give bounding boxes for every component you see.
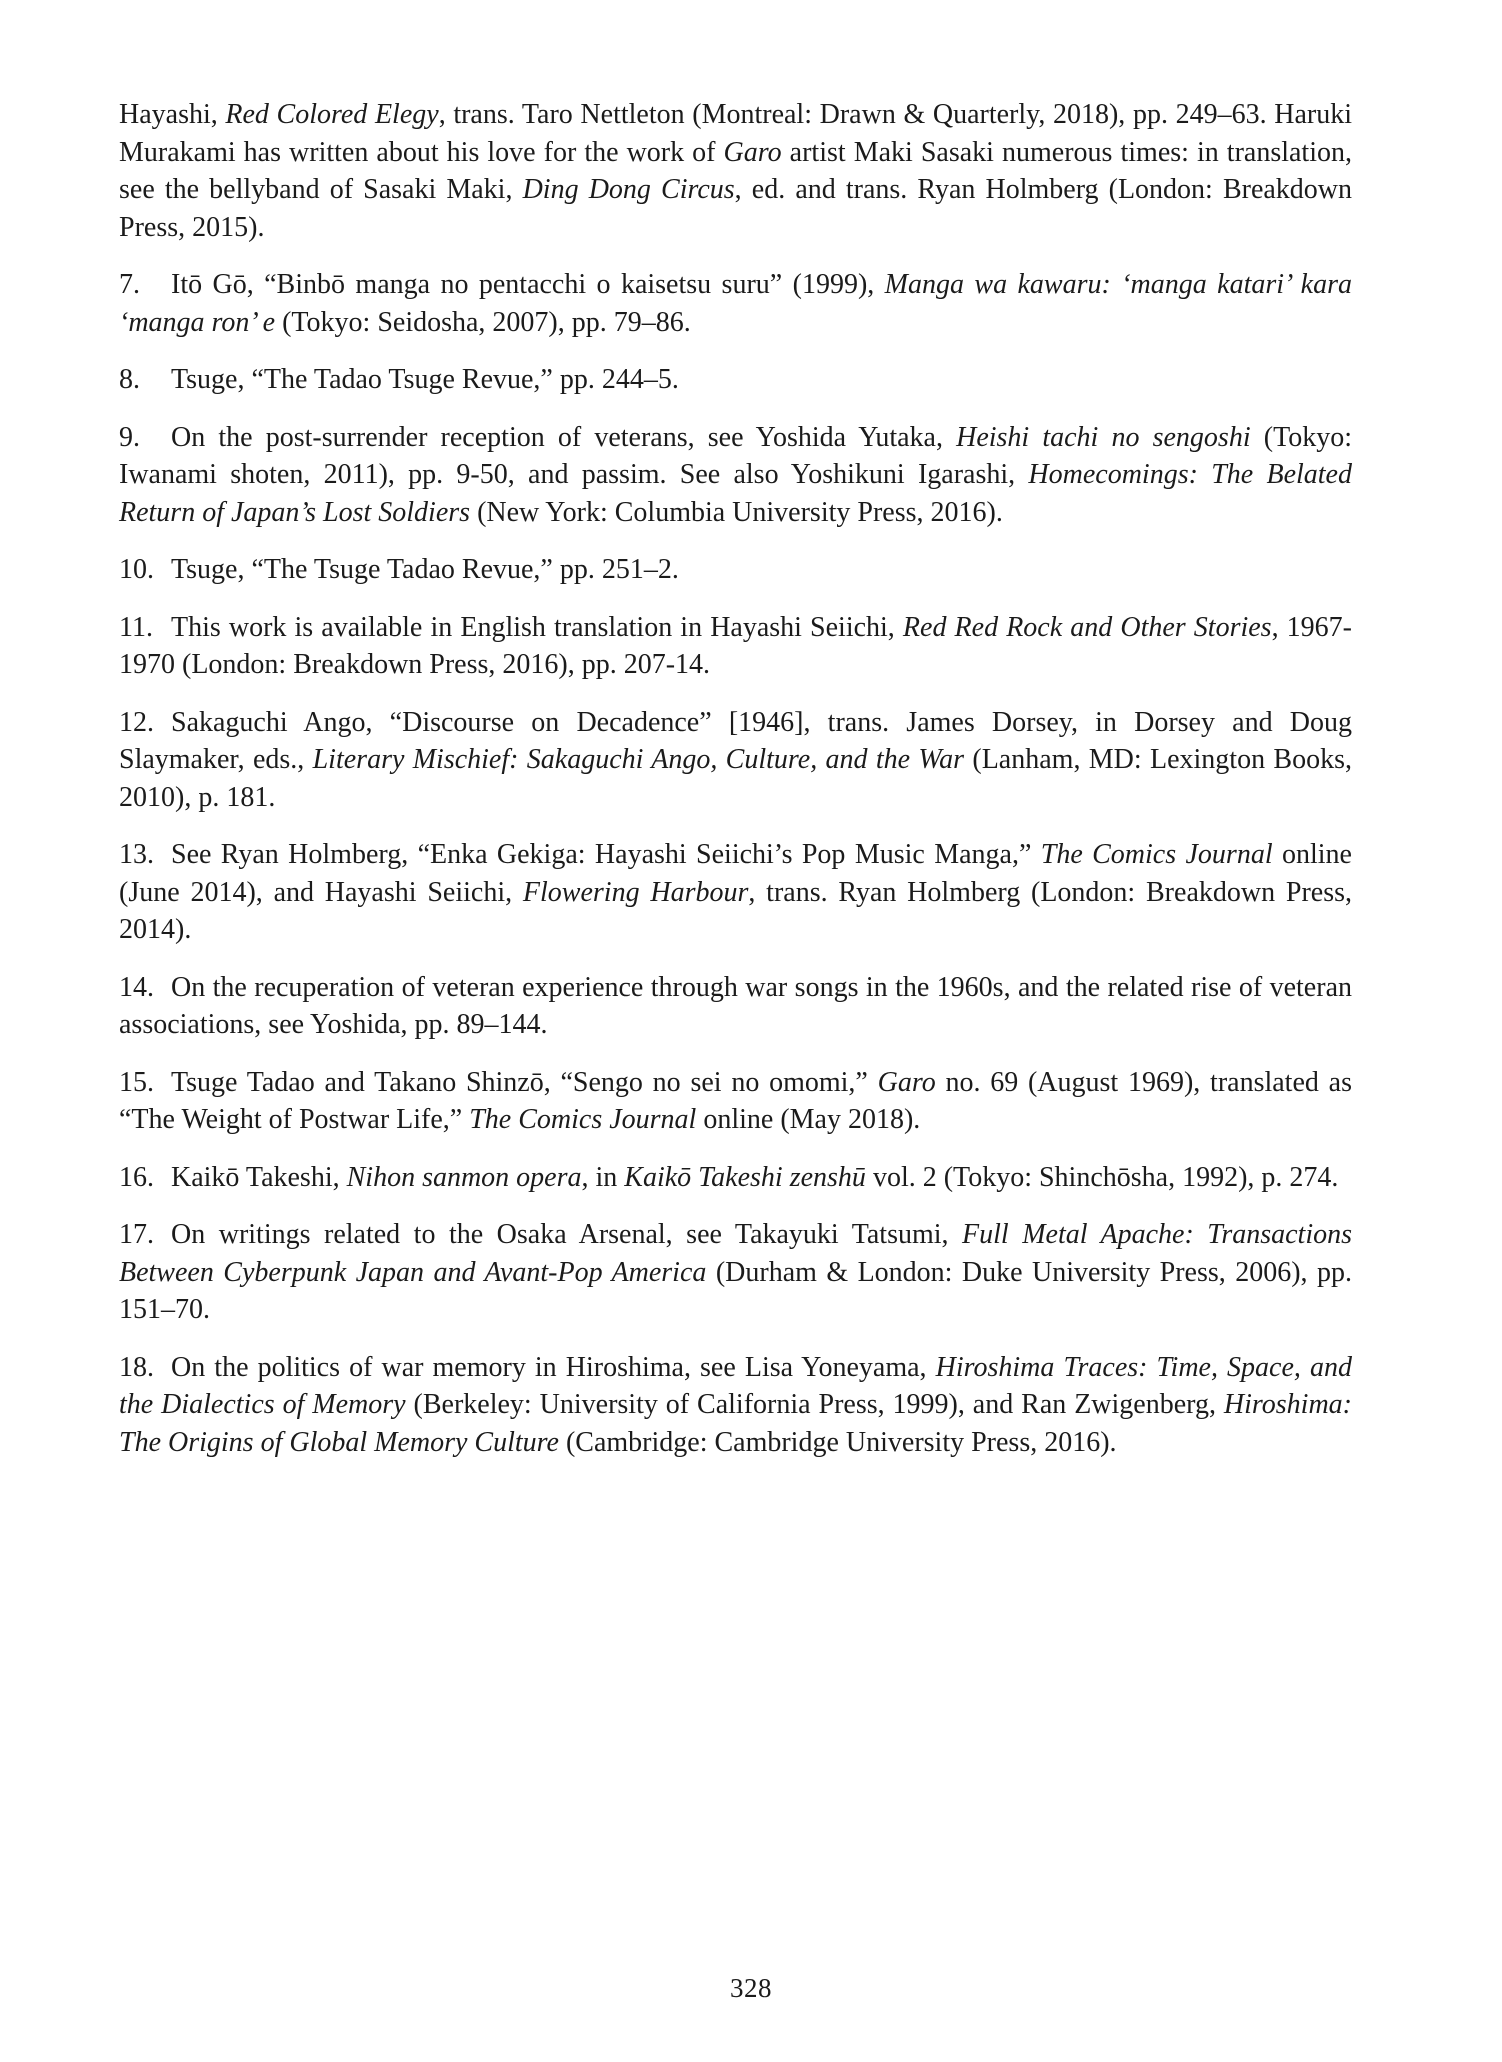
note-number: 8. [119,364,140,395]
note-number: 18. [119,1351,154,1383]
note-text: (Tokyo: Seidosha, 2007), pp. 79–86. [275,306,691,338]
note-paragraph [119,419,1352,532]
note-text: Hayashi, [119,99,226,130]
note-paragraph [119,1159,1352,1197]
note-text: (Berkeley: University of California Press, 1999), and Ran Zwigenberg, [405,1389,1224,1420]
note-text-italic: Kaikō Takeshi zenshū [624,1161,866,1193]
note-text: On writings related to the Osaka Arsenal, see Takayuki Tatsumi, [171,1219,963,1250]
note-text: , ed. and trans. Ryan Holmberg (London: Breakdown Press, 2015). [119,174,1353,243]
note-number: 10. [119,554,154,585]
note-text: See Ryan Holmberg, “Enka Gekiga: Hayashi Seiichi’s Pop Music Manga,” [171,839,1041,870]
note-text: , in [581,1161,625,1193]
note-text: (Durham & London: Duke University Press, 2006), pp. 151–70. [119,1256,1352,1325]
note-text: vol. 2 (Tokyo: Shinchōsha, 1992), p. 274. [865,1161,1339,1193]
note-number: 12. [119,706,154,738]
note-text-italic: Garo [723,136,782,168]
note-text-italic: Flowering Harbour [522,876,749,908]
note-paragraph [119,1216,1352,1329]
note-text: , 1967-1970 (London: Breakdown Press, 2016), pp. 207-14. [119,611,1353,680]
note-text-italic: Heishi tachi no sengoshi [956,421,1251,453]
note-text-italic: Garo [877,1066,936,1098]
note-text-italic: The Comics Journal [1040,839,1273,870]
note-text-italic: Red Red Rock and Other Stories [902,611,1272,643]
note-paragraph [119,96,1352,246]
note-text: Tsuge Tadao and Takano Shinzō, “Sengo no sei no omomi,” [171,1066,878,1098]
note-text: , trans. Ryan Holmberg (London: Breakdown Press, 2014). [119,876,1353,945]
note-text: On the post-surrender reception of veterans, see Yoshida Yutaka, [171,421,957,453]
note-text: Itō Gō, “Binbō manga no pentacchi o kaisetsu suru” (1999), [171,269,885,300]
note-text: (Tokyo: Iwanami shoten, 2011), pp. 9-50, and passim. See also Yoshikuni Igarashi, [119,421,1352,490]
note-text-italic: Homecomings: The Belated Return of Japan’s Lost Soldiers [119,459,1352,528]
page-number: 328 [730,1973,772,2003]
note-text: This work is available in English translation in Hayashi Seiichi, [171,611,903,643]
note-paragraph [119,1064,1352,1139]
note-paragraph [119,969,1352,1044]
note-paragraph [119,361,1352,399]
note-paragraph [119,1349,1352,1462]
note-paragraph [119,609,1352,684]
note-text: (Lanham, MD: Lexington Books, 2010), p. 181. [119,744,1352,813]
note-text-italic: Red Colored Elegy [225,99,439,130]
note-text-italic: Hiroshima Traces: Time, Space, and the Dialectics of Memory [119,1351,1352,1420]
note-number: 17. [119,1219,154,1250]
note-text: no. 69 (August 1969), translated as “The Weight of Postwar Life,” [119,1066,1352,1135]
note-text: On the politics of war memory in Hiroshima, see Lisa Yoneyama, [171,1351,936,1383]
note-text: Tsuge, “The Tadao Tsuge Revue,” pp. 244–5. [171,364,679,395]
note-text-italic: Full Metal Apache: Transactions Between Cyberpunk Japan and Avant-Pop America [119,1219,1352,1288]
note-number: 7. [119,269,140,300]
note-number: 11. [119,611,153,643]
notes-list [119,96,1352,1481]
note-text-italic: Literary Mischief: Sakaguchi Ango, Culture, and the War [312,744,965,775]
note-paragraph [119,266,1352,341]
note-text-italic: Manga wa kawaru: ‘manga katari’ kara ‘manga ron’ e [119,269,1352,338]
note-text: artist Maki Sasaki numerous times: in translation, see the bellyband of Sasaki Maki, [119,136,1352,205]
note-text: online (June 2014), and Hayashi Seiichi, [119,839,1352,908]
note-number: 9. [119,421,140,453]
note-text: (New York: Columbia University Press, 2016). [470,496,1003,528]
note-number: 13. [119,839,154,870]
note-text-italic: Ding Dong Circus [522,174,735,205]
note-text-italic: Nihon sanmon opera [346,1161,582,1193]
note-text: (Cambridge: Cambridge University Press, 2016). [558,1426,1117,1458]
note-paragraph [119,704,1352,817]
note-text-italic: The Comics Journal [469,1104,697,1135]
note-text: Sakaguchi Ango, “Discourse on Decadence” [1946], trans. James Dorsey, in Dorsey and Doug Slaymaker, eds., [119,706,1352,775]
note-number: 15. [119,1066,154,1098]
note-text-italic: Hiroshima: The Origins of Global Memory Culture [119,1389,1352,1458]
note-paragraph [119,551,1352,589]
note-text: Tsuge, “The Tsuge Tadao Revue,” pp. 251–2. [171,554,679,585]
note-number: 14. [119,971,154,1003]
note-text: , trans. Taro Nettleton (Montreal: Drawn & Quarterly, 2018), pp. 249–63. Haruki Murakami has written about his love for the work of [119,99,1352,168]
note-text: online (May 2018). [696,1104,921,1135]
note-text: On the recuperation of veteran experience through war songs in the 1960s, and the related rise of veteran associations, see Yoshida, pp. 89–144. [119,971,1352,1040]
note-text: Kaikō Takeshi, [171,1161,347,1193]
note-paragraph [119,836,1352,949]
note-number: 16. [119,1161,154,1193]
